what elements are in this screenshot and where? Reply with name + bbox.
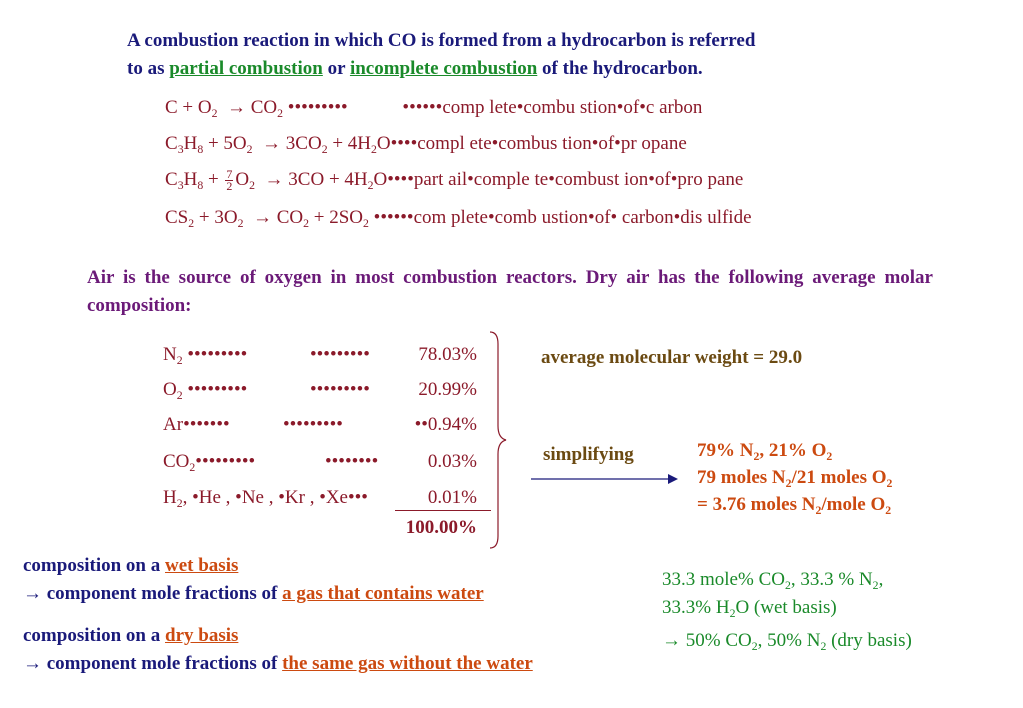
simplified-line-2: 79 moles $N_2/21$ moles $O_2$	[697, 467, 893, 491]
wet-basis-desc	[23, 580, 484, 608]
example-line-1: 33.3 mole% $CO_2$, 33.3 % $N_2$,	[662, 569, 884, 593]
reaction-description: part ail•comple te•combust ion•of•pro pane	[413, 169, 744, 190]
simplified-line-1: 79% $N_2$, 21% $O_2$	[697, 440, 833, 464]
dots: •••••••	[183, 414, 230, 435]
term-partial-combustion: partial combustion	[169, 58, 323, 79]
example-line-2: 33.3% $H_2O$ (wet basis)	[662, 597, 837, 621]
reaction-description: ••••••comp lete•combu stion•of•c arbon	[402, 97, 703, 118]
dry-basis-block	[23, 622, 533, 678]
simplified-composition	[697, 437, 892, 518]
dry-basis-desc	[23, 650, 533, 678]
text: O (wet basis)	[735, 597, 837, 618]
intro-text: or	[322, 58, 350, 79]
reaction-4: $CS_2 + 3O_2 \to CO_2 + 2SO_2$ ••••••com plete•comb ustion•of• carbon•dis ulfide	[165, 207, 752, 231]
text: = 3.76 moles N	[697, 494, 816, 515]
wet-basis-block	[23, 552, 484, 608]
term-gas-without-water: the same gas without the water	[282, 653, 533, 674]
right-arrow-icon: →	[23, 583, 42, 604]
dots: •••••••••	[195, 451, 256, 472]
comp-row-ar: Ar•••••••	[163, 414, 230, 435]
term-incomplete-combustion: incomplete combustion	[349, 58, 538, 79]
comp-total: 100.00%	[405, 517, 477, 538]
right-arrow-icon	[530, 472, 680, 486]
text: /mole O	[821, 494, 886, 515]
text: composition on a	[23, 625, 165, 646]
comp-row-co2: $CO_2•••••••••$	[163, 451, 256, 475]
example-line-3: → 50% $CO_2$, 50% $N_2$ (dry basis)	[662, 630, 912, 654]
average-molecular-weight: average molecular weight = 29.0	[541, 347, 803, 368]
comp-value-trace: 0.01%	[427, 487, 477, 508]
dry-basis-line	[23, 622, 533, 650]
reaction-1: $C + O_2 \to CO_2$ ••••••••• ••••••comp lete•combu stion•of•c arbon	[165, 97, 703, 121]
simplifying-label: simplifying	[543, 444, 634, 465]
sum-line	[395, 510, 491, 511]
term-gas-with-water: a gas that contains water	[282, 583, 484, 604]
text: 33.3% H	[662, 597, 730, 618]
intro-line-1: A combustion reaction in which CO is formed from a hydrocarbon is referred	[127, 30, 756, 51]
intro-text: to as	[127, 58, 170, 79]
dots: •••••••••	[187, 344, 248, 365]
text: component mole fractions of	[42, 653, 283, 674]
text: /21 moles O	[791, 467, 887, 488]
simplified-line-3: = 3.76 moles $N_2$/mole $O_2$	[697, 494, 892, 518]
reaction-2: $C_3H_8 + 5O_2 \to 3CO_2$ + $4H_2O••••compl$ ete•combus tion•of•pr opane	[165, 133, 687, 157]
right-arrow-icon: →	[23, 653, 42, 674]
reaction-description: com plete•comb ustion•of• carbon•dis ulfide	[413, 207, 752, 228]
term-wet-basis: wet basis	[165, 555, 239, 576]
text: , 33.3 % N	[790, 569, 873, 590]
wet-basis-line	[23, 552, 484, 580]
intro-text: of the hydrocarbon.	[537, 58, 703, 79]
fraction-7-2: $\frac{7}{2}$	[226, 167, 233, 194]
air-paragraph: Air is the source of oxygen in most combustion reactors. Dry air has the following average molar composition:	[87, 267, 933, 316]
dots: •••••••••	[283, 414, 343, 435]
text: , 50% N	[757, 630, 821, 651]
curly-brace-icon	[486, 330, 508, 550]
term-dry-basis: dry basis	[165, 625, 239, 646]
dots: •••••••••	[187, 379, 248, 400]
comp-row-o2: $O_2$ •••••••••	[163, 379, 248, 403]
text: 33.3 mole% CO	[662, 569, 785, 590]
text: component mole fractions of	[42, 583, 283, 604]
text: ,	[878, 569, 884, 590]
example-block	[662, 566, 912, 655]
right-arrow-icon: →	[662, 630, 681, 651]
comp-row-n2: $N_2$ •••••••••	[163, 344, 248, 368]
text: 79 moles N	[697, 467, 786, 488]
comp-value-n2: 78.03%	[418, 344, 477, 365]
text: , 21% O	[759, 440, 827, 461]
text: 79% N	[697, 440, 754, 461]
dots: •••••••••	[310, 379, 370, 400]
text: (dry basis)	[826, 630, 912, 651]
reaction-3: $C_3H_8$ + $\frac{7}{2}$ $O_2 \to 3CO$ + $4H_2O••••part$ ail•comple te•combust ion•of•pro pane	[165, 167, 744, 194]
reaction-description: compl ete•combus tion•of•pr opane	[417, 133, 687, 154]
text: 50% CO	[681, 630, 752, 651]
intro-paragraph	[127, 27, 755, 83]
dots: •••••••••	[310, 344, 370, 365]
dots: ••••••••	[325, 451, 379, 472]
intro-line-2	[127, 55, 755, 83]
comp-value-o2: 20.99%	[418, 379, 477, 400]
comp-row-trace: $H_2$, •He , •Ne , •Kr , •Xe•••	[163, 487, 368, 511]
text: composition on a	[23, 555, 165, 576]
comp-value-co2: 0.03%	[427, 451, 477, 472]
comp-value-ar: ••0.94%	[414, 414, 477, 435]
